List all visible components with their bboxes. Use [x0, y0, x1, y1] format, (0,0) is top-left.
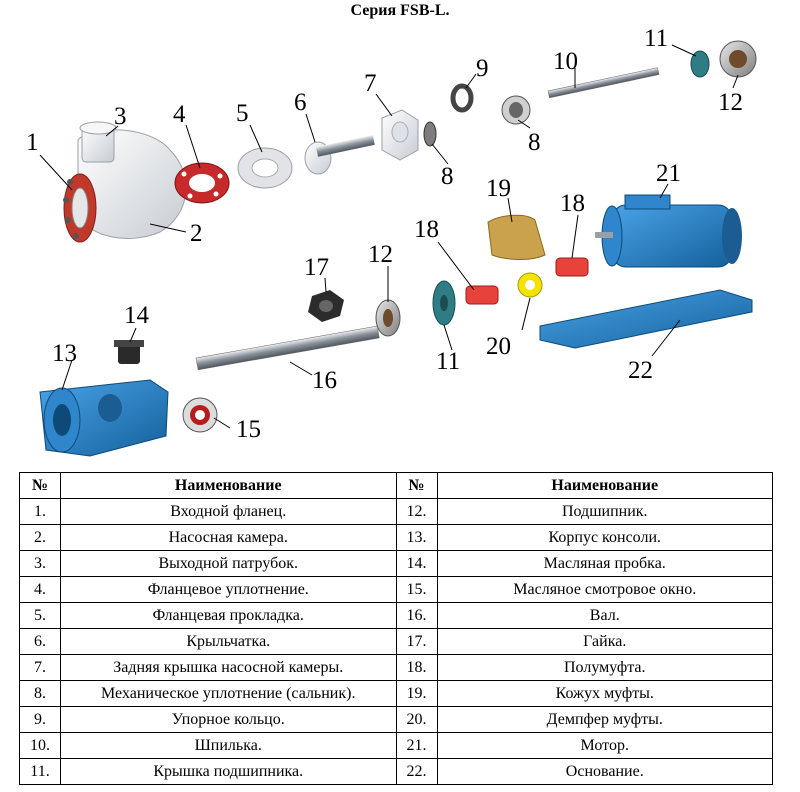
left-number-cell: 3.: [20, 551, 61, 577]
left-name-cell: Задняя крышка насосной камеры.: [61, 655, 397, 681]
right-number-cell: 19.: [396, 681, 437, 707]
left-name-cell: Входной фланец.: [61, 499, 397, 525]
left-number-cell: 9.: [20, 707, 61, 733]
header-no-left: №: [20, 473, 61, 499]
left-name-cell: Фланцевая прокладка.: [61, 603, 397, 629]
callout-8b: 8: [528, 129, 541, 156]
base-part: [540, 290, 752, 348]
left-number-cell: 6.: [20, 629, 61, 655]
right-number-cell: 22.: [396, 759, 437, 785]
coupling-damper-part: [518, 273, 542, 297]
table-row: [20, 603, 773, 629]
table-row: [20, 525, 773, 551]
callout-3: 3: [114, 103, 127, 130]
callout-8a: 8: [441, 163, 454, 190]
callout-4: 4: [173, 101, 186, 128]
callout-12b: 12: [368, 241, 393, 268]
right-number-cell: 20.: [396, 707, 437, 733]
left-number-cell: 7.: [20, 655, 61, 681]
mechanical-seal-part-b: [502, 96, 530, 124]
half-coupling-part-right: [556, 258, 588, 276]
flange-gasket-part: [238, 148, 292, 188]
left-name-cell: Фланцевое уплотнение.: [61, 577, 397, 603]
right-name-cell: Кожух муфты.: [437, 681, 773, 707]
right-number-cell: 16.: [396, 603, 437, 629]
right-name-cell: Подшипник.: [437, 499, 773, 525]
bearing-cover-part-bottom: [433, 281, 455, 325]
inlet-flange-part: [63, 174, 96, 242]
callout-13: 13: [52, 340, 77, 367]
half-coupling-part-left: [466, 286, 498, 304]
oil-plug-part: [114, 340, 144, 364]
callout-20: 20: [486, 333, 511, 360]
right-number-cell: 13.: [396, 525, 437, 551]
callout-7: 7: [364, 70, 377, 97]
bracket-housing-part: [40, 380, 168, 456]
callout-5: 5: [236, 100, 249, 127]
right-number-cell: 15.: [396, 577, 437, 603]
right-number-cell: 17.: [396, 629, 437, 655]
callout-1: 1: [26, 129, 39, 156]
coupling-guard-part: [488, 215, 545, 259]
left-number-cell: 8.: [20, 681, 61, 707]
impeller-part: [305, 135, 375, 174]
mechanical-seal-part-a: [424, 122, 436, 146]
callout-9: 9: [476, 55, 489, 82]
callout-18a: 18: [414, 216, 439, 243]
table-row: [20, 733, 773, 759]
callout-10: 10: [553, 48, 578, 75]
header-name-right: Наименование: [437, 473, 773, 499]
left-name-cell: Выходной патрубок.: [61, 551, 397, 577]
diagram-title: Серия FSB-L.: [350, 2, 450, 19]
left-number-cell: 10.: [20, 733, 61, 759]
right-number-cell: 12.: [396, 499, 437, 525]
left-number-cell: 4.: [20, 577, 61, 603]
table-row: [20, 759, 773, 785]
right-name-cell: Демпфер муфты.: [437, 707, 773, 733]
bearing-part-bottom: [376, 300, 400, 336]
right-number-cell: 14.: [396, 551, 437, 577]
table-row: [20, 655, 773, 681]
bearing-part-top: [720, 41, 756, 77]
oil-sight-glass-part: [183, 398, 217, 432]
callout-16: 16: [312, 367, 337, 394]
table-row: [20, 629, 773, 655]
right-name-cell: Вал.: [437, 603, 773, 629]
right-number-cell: 21.: [396, 733, 437, 759]
thrust-ring-part: [453, 86, 471, 110]
callout-11b: 11: [436, 348, 461, 375]
shaft-part: [196, 326, 379, 370]
right-name-cell: Мотор.: [437, 733, 773, 759]
table-row: [20, 499, 773, 525]
callout-17: 17: [304, 254, 329, 281]
table-header-row: [20, 473, 773, 499]
parts-table: [19, 472, 773, 785]
left-name-cell: Насосная камера.: [61, 525, 397, 551]
left-name-cell: Шпилька.: [61, 733, 397, 759]
left-number-cell: 11.: [20, 759, 61, 785]
callout-14: 14: [124, 302, 149, 329]
callout-19: 19: [486, 175, 511, 202]
table-row: [20, 681, 773, 707]
left-number-cell: 5.: [20, 603, 61, 629]
left-name-cell: Крышка подшипника.: [61, 759, 397, 785]
nut-part: [308, 290, 344, 322]
callout-11a: 11: [644, 25, 669, 52]
callout-18b: 18: [560, 190, 585, 217]
callout-12a: 12: [718, 89, 743, 116]
callout-15: 15: [236, 416, 261, 443]
right-name-cell: Основание.: [437, 759, 773, 785]
header-no-right: №: [396, 473, 437, 499]
left-name-cell: Упорное кольцо.: [61, 707, 397, 733]
table-row: [20, 707, 773, 733]
back-cover-part: [382, 110, 418, 160]
header-name-left: Наименование: [61, 473, 397, 499]
right-name-cell: Полумуфта.: [437, 655, 773, 681]
right-name-cell: Масляная пробка.: [437, 551, 773, 577]
left-name-cell: Механическое уплотнение (сальник).: [61, 681, 397, 707]
left-number-cell: 1.: [20, 499, 61, 525]
right-name-cell: Корпус консоли.: [437, 525, 773, 551]
motor-part: [595, 195, 742, 267]
right-number-cell: 18.: [396, 655, 437, 681]
callout-2: 2: [190, 220, 203, 247]
callout-21: 21: [656, 160, 681, 187]
right-name-cell: Гайка.: [437, 629, 773, 655]
callout-6: 6: [294, 89, 307, 116]
left-number-cell: 2.: [20, 525, 61, 551]
callout-22: 22: [628, 357, 653, 384]
left-name-cell: Крыльчатка.: [61, 629, 397, 655]
table-row: [20, 577, 773, 603]
flange-seal-part: [175, 163, 229, 203]
table-row: [20, 551, 773, 577]
right-name-cell: Масляное смотровое окно.: [437, 577, 773, 603]
